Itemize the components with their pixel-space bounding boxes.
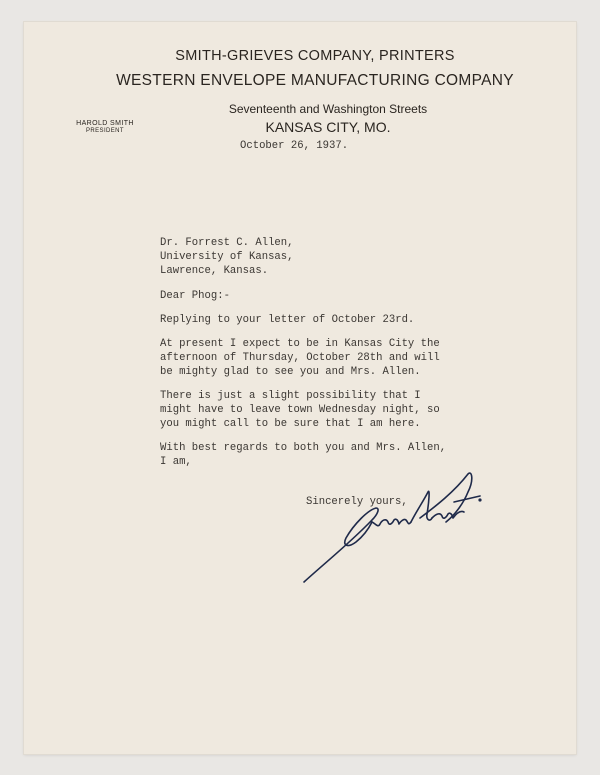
body-line: With best regards to both you and Mrs. Allen,: [160, 442, 447, 454]
handwritten-signature: [296, 462, 486, 592]
salutation: Dear Phog:-: [160, 290, 230, 302]
body-line: be mighty glad to see you and Mrs. Allen.: [160, 366, 421, 378]
body-line: At present I expect to be in Kansas City the: [160, 338, 440, 350]
complimentary-close: Sincerely yours,: [306, 496, 408, 508]
recipient-line: University of Kansas,: [160, 251, 294, 263]
company-name-printers: SMITH-GRIEVES COMPANY, PRINTERS: [175, 48, 455, 64]
letterhead-officer: [62, 120, 148, 134]
company-name-envelope: WESTERN ENVELOPE MANUFACTURING COMPANY: [116, 72, 514, 89]
body-line: you might call to be sure that I am here.: [160, 418, 421, 430]
recipient-line: Lawrence, Kansas.: [160, 265, 269, 277]
body-line: might have to leave town Wednesday night, so: [160, 404, 440, 416]
body-line: afternoon of Thursday, October 28th and will: [160, 352, 440, 364]
body-line: I am,: [160, 456, 192, 468]
letter-page: [24, 22, 576, 754]
officer-title: PRESIDENT: [86, 128, 124, 134]
letterhead-city: KANSAS CITY, MO.: [265, 119, 391, 135]
letterhead-address: Seventeenth and Washington Streets: [228, 102, 428, 116]
recipient-line: Dr. Forrest C. Allen,: [160, 237, 294, 249]
body-line: Replying to your letter of October 23rd.: [160, 314, 415, 326]
letter-date: October 26, 1937.: [240, 140, 349, 152]
officer-name: HAROLD SMITH: [76, 120, 134, 127]
body-line: There is just a slight possibility that I: [160, 390, 421, 402]
